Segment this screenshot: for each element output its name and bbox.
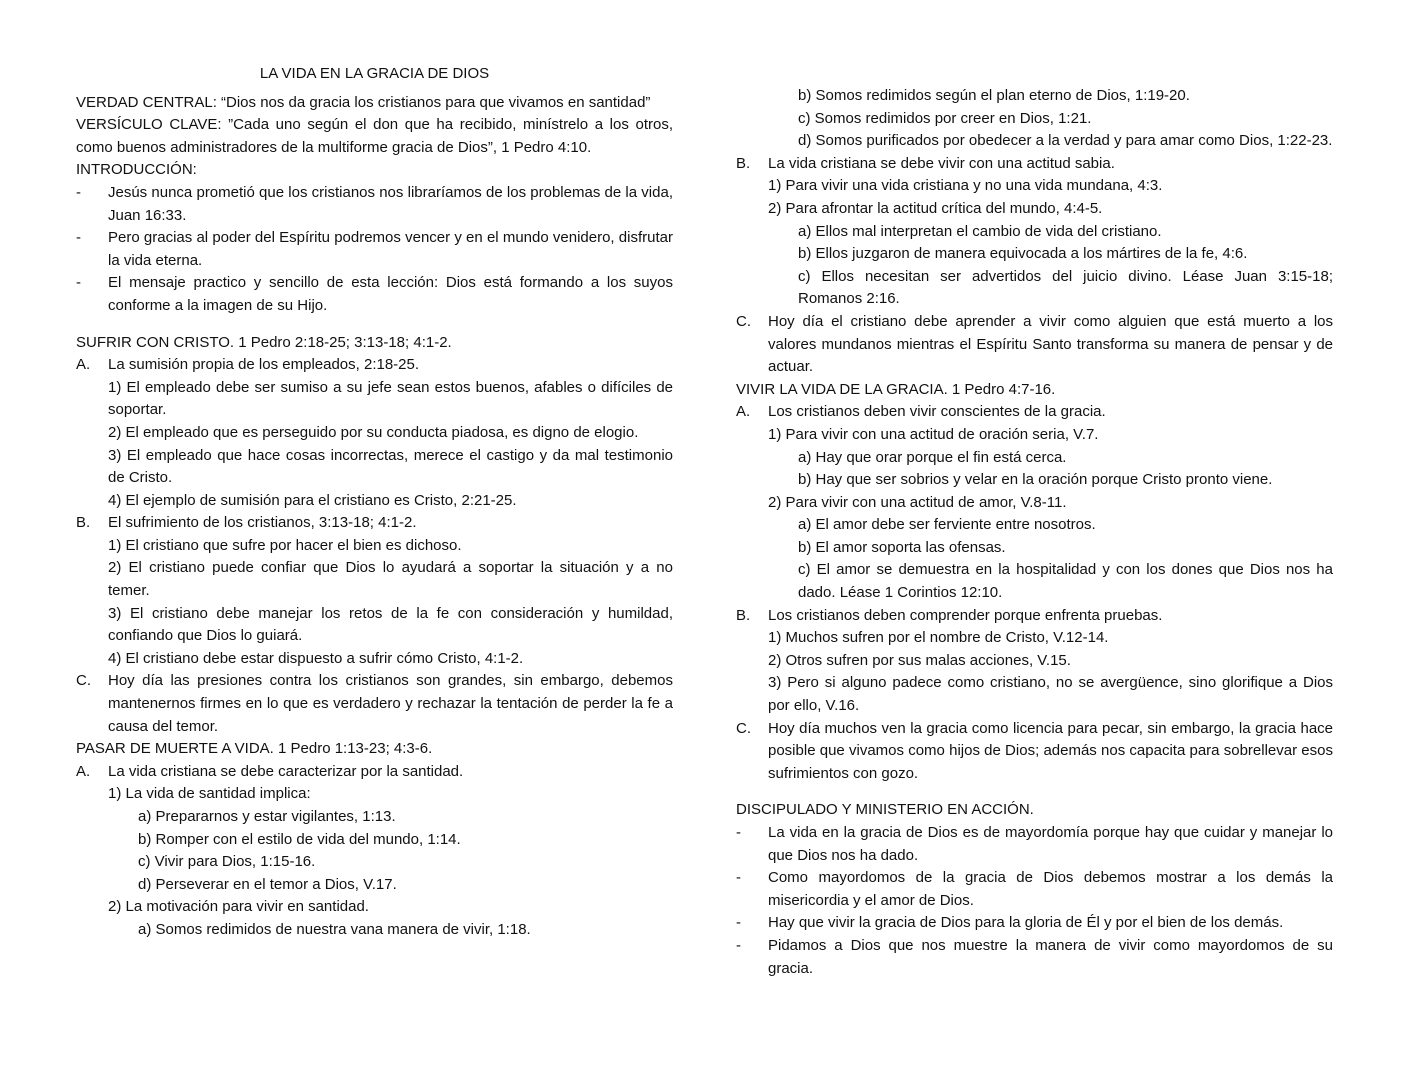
subpoint: 2) El cristiano puede confiar que Dios lo ayudará a soportar la situación y a no temer. (108, 559, 673, 600)
subpoint: 1) El cristiano que sufre por hacer el bien es dichoso. (108, 536, 462, 554)
point-b: B. El sufrimiento de los cristianos, 3:13-18; 4:1-2. (76, 514, 417, 532)
sub-subpoint: c) Vivir para Dios, 1:15-16. (138, 853, 316, 871)
spacer (76, 318, 673, 332)
sub-subpoint: b) Somos redimidos según el plan eterno de Dios, 1:19-20. (798, 87, 1190, 104)
document-title: LA VIDA EN LA GRACIA DE DIOS (259, 65, 490, 82)
central-truth: VERDAD CENTRAL: “Dios nos da gracia los cristianos para que vivamos en santidad” (76, 93, 651, 111)
subpoint: 2) La motivación para vivir en santidad. (108, 898, 369, 916)
section-heading-death-to-life: PASAR DE MUERTE A VIDA. 1 Pedro 1:13-23; 4:3-6. (76, 740, 433, 758)
subpoint: 2) Para afrontar la actitud crítica del mundo, 4:4-5. (768, 199, 1103, 217)
right-column (736, 85, 1333, 980)
sub-subpoint: c) Ellos necesitan ser advertidos del juicio divino. Léase Juan 3:15-18; Romanos 2:16. (798, 267, 1333, 308)
sub-subpoint: c) El amor se demuestra en la hospitalidad y con los dones que Dios nos ha dado. Léase 1 Corintios 12:10. (798, 561, 1333, 602)
sub-subpoint: b) Hay que ser sobrios y velar en la oración porque Cristo pronto viene. (798, 471, 1273, 489)
intro-item: - Pero gracias al poder del Espíritu podremos vencer y en el mundo venidero, disfrutar la vida eterna. (76, 229, 673, 269)
sub-subpoint: b) El amor soporta las ofensas. (798, 538, 1006, 556)
subpoint: 3) El empleado que hace cosas incorrectas, merece el castigo y da mal testimonio de Cristo. (108, 446, 673, 487)
sub-subpoint: c) Somos redimidos por creer en Dios, 1:21. (798, 109, 1092, 127)
subpoint: 4) El ejemplo de sumisión para el cristiano es Cristo, 2:21-25. (108, 491, 517, 509)
subpoint: 1) Muchos sufren por el nombre de Cristo, V.12-14. (768, 629, 1109, 647)
subpoint: 2) Otros sufren por sus malas acciones, V.15. (768, 651, 1071, 669)
key-verse: VERSÍCULO CLAVE: ”Cada uno según el don que ha recibido, minístrelo a los otros, como buenos administradores de la multiforme gracia de Dios”, 1 Pedro 4:10. (76, 116, 673, 156)
sub-subpoint: a) Prepararnos y estar vigilantes, 1:13. (138, 808, 396, 825)
point-c: C. Hoy día el cristiano debe aprender a vivir como alguien que está muerto a los valores mundanos mientras el Espíritu Santo transforma su manera de pensar y de actuar. (736, 312, 1333, 376)
point-b: B. La vida cristiana se debe vivir con una actitud sabia. (736, 154, 1115, 172)
discipleship-item: - La vida en la gracia de Dios es de mayordomía porque hay que cuidar y manejar lo que Dios nos ha dado. (736, 824, 1333, 864)
subpoint: 3) Pero si alguno padece como cristiano, no se avergüence, sino glorifique a Dios por ello, V.16. (768, 674, 1333, 715)
section-heading-grace-life: VIVIR LA VIDA DE LA GRACIA. 1 Pedro 4:7-16. (736, 380, 1056, 398)
point-a: A. La vida cristiana se debe caracterizar por la santidad. (76, 762, 464, 780)
point-c: C. Hoy día muchos ven la gracia como licencia para pecar, sin embargo, la gracia hace posible que vivamos como hijos de Dios; además nos capacita para sobrellevar esos sufrimientos con gozo. (736, 719, 1333, 782)
subpoint: 4) El cristiano debe estar dispuesto a sufrir cómo Cristo, 4:1-2. (108, 649, 524, 667)
subpoint: 2) Para vivir con una actitud de amor, V.8-11. (768, 493, 1067, 511)
sub-subpoint: a) Hay que orar porque el fin está cerca. (798, 448, 1067, 466)
subpoint: 2) El empleado que es perseguido por su conducta piadosa, es digno de elogio. (108, 423, 639, 441)
point-a: A. La sumisión propia de los empleados, 2:18-25. (76, 356, 420, 374)
subpoint: 3) El cristiano debe manejar los retos de la fe con consideración y humildad, confiando que Dios lo guiará. (108, 604, 673, 645)
intro-heading: INTRODUCCIÓN: (76, 161, 197, 179)
subpoint: 1) Para vivir una vida cristiana y no una vida mundana, 4:3. (768, 177, 1163, 195)
spacer (736, 785, 1333, 799)
intro-item: - Jesús nunca prometió que los cristianos nos libraríamos de los problemas de la vida, Juan 16:33. (76, 183, 673, 224)
sub-subpoint: d) Perseverar en el temor a Dios, V.17. (138, 875, 397, 893)
sub-subpoint: b) Ellos juzgaron de manera equivocada a los mártires de la fe, 4:6. (798, 245, 1248, 263)
sub-subpoint: b) Romper con el estilo de vida del mundo, 1:14. (138, 830, 461, 848)
sub-subpoint: d) Somos purificados por obedecer a la verdad y para amar como Dios, 1:22-23. (798, 132, 1333, 150)
sub-subpoint: a) Somos redimidos de nuestra vana manera de vivir, 1:18. (138, 920, 531, 938)
section-heading-discipleship: DISCIPULADO Y MINISTERIO EN ACCIÓN. (736, 801, 1034, 819)
section-heading-suffer: SUFRIR CON CRISTO. 1 Pedro 2:18-25; 3:13-18; 4:1-2. (76, 333, 452, 351)
discipleship-item: - Hay que vivir la gracia de Dios para la gloria de Él y por el bien de los demás. (736, 914, 1284, 932)
discipleship-item: - Como mayordomos de la gracia de Dios debemos mostrar a los demás la misericordia y el amor de Dios. (736, 869, 1333, 909)
point-c: C. Hoy día las presiones contra los cristianos son grandes, sin embargo, debemos mantenernos firmes en lo que es verdadero y rechazar la tentación de perder la fe a causa del temor. (76, 672, 673, 735)
sub-subpoint: a) Ellos mal interpretan el cambio de vida del cristiano. (798, 222, 1162, 240)
intro-item: - El mensaje practico y sencillo de esta lección: Dios está formando a los suyos conforme a la imagen de su Hijo. (76, 274, 673, 314)
subpoint: 1) La vida de santidad implica: (108, 785, 311, 803)
left-column (76, 63, 673, 942)
sub-subpoint: a) El amor debe ser ferviente entre nosotros. (798, 516, 1096, 534)
subpoint: 1) El empleado debe ser sumiso a su jefe sean estos buenos, afables o difíciles de soportar. (108, 378, 673, 419)
point-a: A. Los cristianos deben vivir conscientes de la gracia. (736, 403, 1106, 421)
subpoint: 1) Para vivir con una actitud de oración seria, V.7. (768, 425, 1099, 443)
point-b: B. Los cristianos deben comprender porque enfrenta pruebas. (736, 606, 1163, 624)
discipleship-item: - Pidamos a Dios que nos muestre la manera de vivir como mayordomos de su gracia. (736, 936, 1333, 977)
